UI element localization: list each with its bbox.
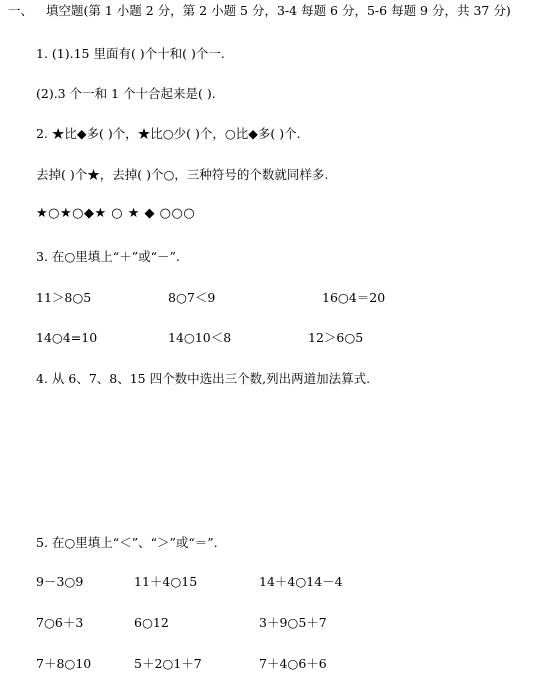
q3-cell-r1-c3: 16○4＝20 (322, 290, 386, 305)
section-title: 填空题(第 1 小题 2 分，第 2 小题 5 分，3-4 每题 6 分，5-6 每题 9 分，共 37 分) (46, 3, 511, 18)
q3-cell-r2-c2: 14○10＜8 (168, 330, 232, 345)
section-number: 一、 (8, 3, 34, 18)
q3-cell-r2-c3: 12＞6○5 (308, 330, 364, 345)
q2-symbol-row: ★○★○◆★ ○ ★ ◆ ○○○ (36, 206, 196, 221)
q5-cell-r3-c2: 5＋2○1＋7 (134, 656, 202, 671)
q3-title: 3. 在○里填上“＋”或“－”. (36, 249, 180, 264)
q5-title: 5. 在○里填上“＜”、“＞”或“＝”. (36, 535, 218, 550)
q1-line-1: 1. (1).15 里面有( )个十和( )个一. (36, 46, 225, 61)
q5-cell-r1-c3: 14＋4○14－4 (259, 574, 343, 589)
q5-cell-r1-c2: 11＋4○15 (134, 574, 198, 589)
q4-title: 4. 从 6、7、8、15 四个数中选出三个数,列出两道加法算式. (36, 371, 371, 386)
q5-cell-r2-c3: 3＋9○5＋7 (259, 615, 327, 630)
q5-cell-r2-c2: 6○12 (134, 615, 169, 630)
q5-cell-r3-c3: 7＋4○6＋6 (259, 656, 327, 671)
q3-cell-r1-c2: 8○7＜9 (168, 290, 216, 305)
q5-cell-r1-c1: 9－3○9 (36, 574, 84, 589)
q2-line-1: 2. ★比◆多( )个，★比○少( )个，○比◆多( )个. (36, 126, 301, 141)
q5-cell-r2-c1: 7○6＋3 (36, 615, 84, 630)
q2-line-2: 去掉( )个★，去掉( )个○，三种符号的个数就同样多. (36, 167, 329, 182)
q1-line-2: (2).3 个一和 1 个十合起来是( ). (36, 86, 216, 101)
q5-cell-r3-c1: 7＋8○10 (36, 656, 92, 671)
q3-cell-r2-c1: 14○4=10 (36, 330, 98, 345)
q3-cell-r1-c1: 11＞8○5 (36, 290, 92, 305)
